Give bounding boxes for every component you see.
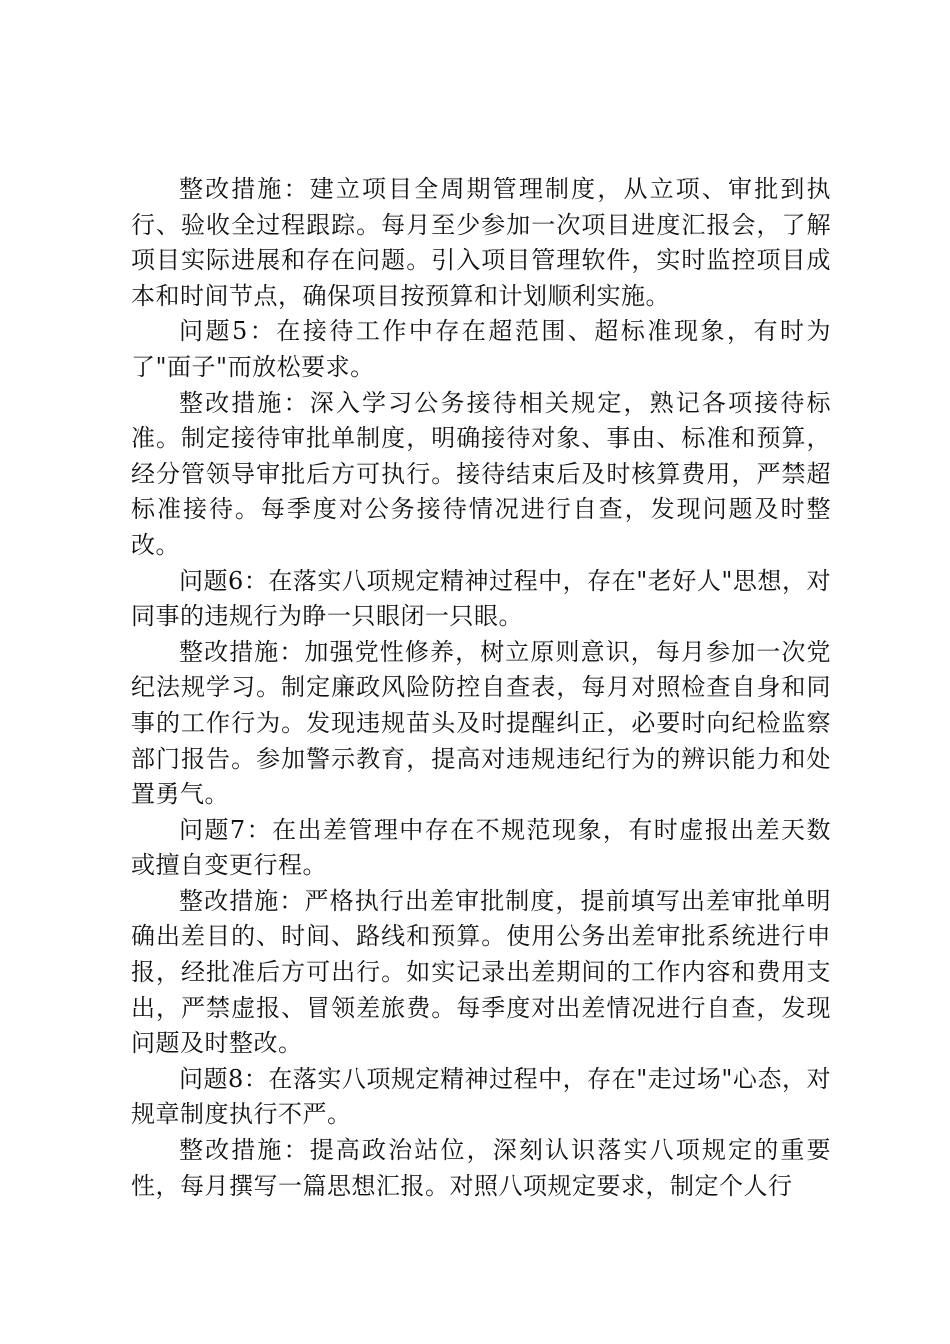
- paragraph-rectification-6: 整改措施：加强党性修养，树立原则意识，每月参加一次党纪法规学习。制定廉政风险防控自查表，每月对照检查自身和同事的工作行为。发现违规苗头及时提醒纠正，必要时向纪检监察部门报告。参加警示教育，提高对违规违纪行为的辨识能力和处置勇气。: [131, 637, 831, 809]
- paragraph-problem-5: 问题5：在接待工作中存在超范围、超标准现象，有时为了"面子"而放松要求。: [131, 317, 831, 381]
- paragraph-problem-8: 问题8：在落实八项规定精神过程中，存在"走过场"心态，对规章制度执行不严。: [131, 1064, 831, 1129]
- paragraph-problem-6: 问题6：在落实八项规定精神过程中，存在"老好人"思想，对同事的违规行为睁一只眼闭一只眼。: [131, 566, 831, 631]
- paragraph-rectification-7: 整改措施：严格执行出差审批制度，提前填写出差审批单明确出差目的、时间、路线和预算。使用公务出差审批系统进行申报，经批准后方可出行。如实记录出差期间的工作内容和费用支出，严禁虚报、冒领差旅费。每季度对出差情况进行自查，发现问题及时整改。: [131, 886, 831, 1058]
- paragraph-rectification-8: 整改措施：提高政治站位，深刻认识落实八项规定的重要性，每月撰写一篇思想汇报。对照八项规定要求，制定个人行: [131, 1136, 831, 1200]
- paragraph-problem-7: 问题7：在出差管理中存在不规范现象，有时虚报出差天数或擅自变更行程。: [131, 815, 831, 880]
- document-body: [131, 172, 831, 1204]
- paragraph-rectification-4: 整改措施：建立项目全周期管理制度，从立项、审批到执行、验收全过程跟踪。每月至少参加一次项目进度汇报会，了解项目实际进展和存在问题。引入项目管理软件，实时监控项目成本和时间节点，确保项目按预算和计划顺利实施。: [131, 175, 831, 310]
- paragraph-rectification-5: 整改措施：深入学习公务接待相关规定，熟记各项接待标准。制定接待审批单制度，明确接待对象、事由、标准和预算，经分管领导审批后方可执行。接待结束后及时核算费用，严禁超标准接待。每季度对公务接待情况进行自查，发现问题及时整改。: [131, 388, 831, 559]
